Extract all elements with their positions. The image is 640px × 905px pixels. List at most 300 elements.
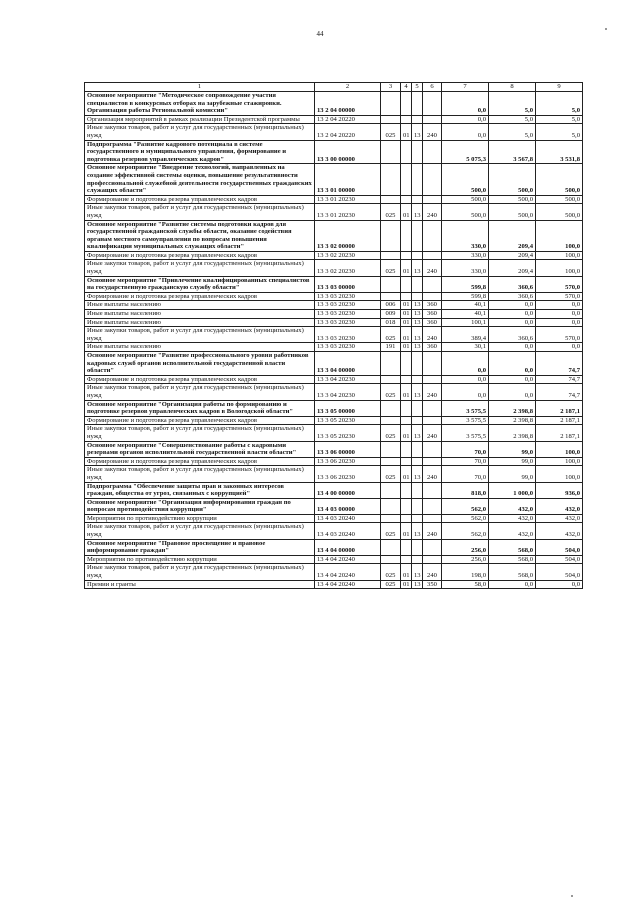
section-cell [401, 292, 412, 301]
department-cell [381, 292, 401, 301]
target-article-cell: 13 4 04 20240 [315, 555, 381, 564]
expense-type-cell: 350 [423, 580, 442, 589]
expense-type-cell: 240 [423, 425, 442, 441]
scan-dot [571, 895, 573, 897]
expense-type-cell [423, 352, 442, 376]
item-name-cell: Основное мероприятие "Совершенствование работы с кадровыми резервами органов исполнительной государственной власти области" [85, 441, 315, 457]
amount-col8-cell: 99,0 [489, 466, 536, 482]
item-name-cell: Основное мероприятие "Организация работы по формированию и подготовке резервов управленческих кадров в Вологодской области" [85, 400, 315, 416]
subsection-cell [412, 400, 423, 416]
amount-col9-cell: 500,0 [536, 204, 583, 220]
department-cell: 025 [381, 425, 401, 441]
target-article-cell: 13 3 06 00000 [315, 441, 381, 457]
amount-col9-cell: 100,0 [536, 441, 583, 457]
expense-type-cell [423, 441, 442, 457]
subsection-cell: 13 [412, 580, 423, 589]
subsection-cell: 13 [412, 260, 423, 276]
item-name-cell: Подпрограмма "Обеспечение защиты прав и законных интересов граждан, общества от угроз, связанных с коррупцией" [85, 482, 315, 498]
amount-col9-cell: 74,7 [536, 384, 583, 400]
amount-col7-cell: 58,0 [442, 580, 489, 589]
subsection-cell [412, 375, 423, 384]
section-cell [401, 457, 412, 466]
subsection-cell: 13 [412, 124, 423, 140]
header-cell-5: 5 [412, 83, 423, 92]
department-cell: 191 [381, 343, 401, 352]
amount-col9-cell: 100,0 [536, 220, 583, 251]
amount-col9-cell: 74,7 [536, 352, 583, 376]
target-article-cell: 13 3 06 20230 [315, 466, 381, 482]
amount-col7-cell: 818,0 [442, 482, 489, 498]
subsection-cell [412, 457, 423, 466]
table-row [85, 425, 583, 441]
amount-col8-cell: 99,0 [489, 457, 536, 466]
expense-type-cell [423, 400, 442, 416]
header-cell-9: 9 [536, 83, 583, 92]
amount-col7-cell: 330,0 [442, 251, 489, 260]
header-cell-2: 2 [315, 83, 381, 92]
amount-col7-cell: 330,0 [442, 260, 489, 276]
item-name-cell: Основное мероприятие "Привлечение квалифицированных специалистов на государственную гражданскую службу области" [85, 276, 315, 292]
section-cell: 01 [401, 124, 412, 140]
header-cell-8: 8 [489, 83, 536, 92]
amount-col8-cell: 432,0 [489, 523, 536, 539]
amount-col7-cell: 500,0 [442, 164, 489, 195]
subsection-cell: 13 [412, 318, 423, 327]
amount-col8-cell: 0,0 [489, 318, 536, 327]
header-cell-7: 7 [442, 83, 489, 92]
amount-col8-cell: 99,0 [489, 441, 536, 457]
amount-col8-cell: 360,6 [489, 276, 536, 292]
amount-col8-cell: 2 398,8 [489, 400, 536, 416]
section-cell [401, 140, 412, 164]
subsection-cell [412, 514, 423, 523]
item-name-cell: Формирование и подготовка резерва управленческих кадров [85, 292, 315, 301]
target-article-cell: 13 3 01 20230 [315, 195, 381, 204]
department-cell: 018 [381, 318, 401, 327]
subsection-cell [412, 482, 423, 498]
header-cell-4: 4 [401, 83, 412, 92]
header-cell-6: 6 [423, 83, 442, 92]
amount-col7-cell: 256,0 [442, 539, 489, 555]
amount-col7-cell: 256,0 [442, 555, 489, 564]
amount-col8-cell: 209,4 [489, 220, 536, 251]
section-cell: 01 [401, 564, 412, 580]
amount-col8-cell: 500,0 [489, 164, 536, 195]
item-name-cell: Формирование и подготовка резерва управленческих кадров [85, 457, 315, 466]
amount-col9-cell: 570,0 [536, 276, 583, 292]
budget-table [84, 82, 583, 589]
section-cell: 01 [401, 384, 412, 400]
expense-type-cell: 240 [423, 564, 442, 580]
department-cell [381, 539, 401, 555]
table-row [85, 564, 583, 580]
amount-col8-cell: 568,0 [489, 555, 536, 564]
amount-col7-cell: 562,0 [442, 498, 489, 514]
amount-col8-cell: 1 000,0 [489, 482, 536, 498]
expense-type-cell [423, 292, 442, 301]
amount-col7-cell: 599,8 [442, 292, 489, 301]
table-row [85, 251, 583, 260]
scan-dot [605, 28, 607, 30]
subsection-cell [412, 441, 423, 457]
expense-type-cell: 240 [423, 327, 442, 343]
department-cell [381, 115, 401, 124]
section-cell [401, 514, 412, 523]
department-cell [381, 220, 401, 251]
target-article-cell: 13 3 03 00000 [315, 276, 381, 292]
department-cell [381, 276, 401, 292]
department-cell [381, 482, 401, 498]
section-cell: 01 [401, 327, 412, 343]
expense-type-cell: 360 [423, 310, 442, 319]
section-cell [401, 375, 412, 384]
item-name-cell: Иные выплаты населению [85, 343, 315, 352]
table-row [85, 220, 583, 251]
item-name-cell: Иные закупки товаров, работ и услуг для государственных (муниципальных) нужд [85, 523, 315, 539]
amount-col9-cell: 5,0 [536, 92, 583, 116]
expense-type-cell [423, 514, 442, 523]
item-name-cell: Иные закупки товаров, работ и услуг для государственных (муниципальных) нужд [85, 260, 315, 276]
expense-type-cell [423, 416, 442, 425]
subsection-cell [412, 539, 423, 555]
amount-col7-cell: 500,0 [442, 195, 489, 204]
section-cell [401, 220, 412, 251]
item-name-cell: Формирование и подготовка резерва управленческих кадров [85, 375, 315, 384]
amount-col7-cell: 198,0 [442, 564, 489, 580]
expense-type-cell [423, 276, 442, 292]
amount-col9-cell: 100,0 [536, 251, 583, 260]
amount-col7-cell: 0,0 [442, 384, 489, 400]
amount-col8-cell: 5,0 [489, 124, 536, 140]
amount-col8-cell: 432,0 [489, 514, 536, 523]
amount-col9-cell: 100,0 [536, 457, 583, 466]
subsection-cell [412, 164, 423, 195]
item-name-cell: Иные закупки товаров, работ и услуг для государственных (муниципальных) нужд [85, 384, 315, 400]
table-row [85, 457, 583, 466]
target-article-cell: 13 3 03 20230 [315, 301, 381, 310]
table-row [85, 514, 583, 523]
amount-col9-cell: 74,7 [536, 375, 583, 384]
target-article-cell: 13 3 04 20230 [315, 384, 381, 400]
amount-col7-cell: 3 575,5 [442, 400, 489, 416]
section-cell: 01 [401, 260, 412, 276]
amount-col7-cell: 0,0 [442, 352, 489, 376]
amount-col9-cell: 2 187,1 [536, 425, 583, 441]
amount-col9-cell: 570,0 [536, 327, 583, 343]
department-cell [381, 140, 401, 164]
table-row [85, 466, 583, 482]
department-cell [381, 251, 401, 260]
subsection-cell: 13 [412, 327, 423, 343]
table-row [85, 195, 583, 204]
table-row [85, 92, 583, 116]
table-row [85, 276, 583, 292]
subsection-cell [412, 555, 423, 564]
target-article-cell: 13 3 01 20230 [315, 204, 381, 220]
amount-col8-cell: 0,0 [489, 352, 536, 376]
section-cell: 01 [401, 466, 412, 482]
item-name-cell: Формирование и подготовка резерва управленческих кадров [85, 416, 315, 425]
subsection-cell [412, 195, 423, 204]
amount-col7-cell: 3 575,5 [442, 416, 489, 425]
section-cell: 01 [401, 301, 412, 310]
target-article-cell: 13 3 01 00000 [315, 164, 381, 195]
expense-type-cell: 240 [423, 523, 442, 539]
subsection-cell: 13 [412, 310, 423, 319]
amount-col9-cell: 432,0 [536, 514, 583, 523]
table-row [85, 352, 583, 376]
subsection-cell [412, 416, 423, 425]
department-cell: 025 [381, 564, 401, 580]
amount-col8-cell: 3 567,8 [489, 140, 536, 164]
item-name-cell: Иные закупки товаров, работ и услуг для государственных (муниципальных) нужд [85, 466, 315, 482]
amount-col9-cell: 936,0 [536, 482, 583, 498]
amount-col7-cell: 562,0 [442, 523, 489, 539]
subsection-cell [412, 92, 423, 116]
table-row [85, 343, 583, 352]
section-cell [401, 498, 412, 514]
amount-col8-cell: 360,6 [489, 327, 536, 343]
item-name-cell: Мероприятия по противодействию коррупции [85, 555, 315, 564]
amount-col7-cell: 3 575,5 [442, 425, 489, 441]
department-cell: 025 [381, 204, 401, 220]
amount-col9-cell: 2 187,1 [536, 416, 583, 425]
item-name-cell: Основное мероприятие "Развитие профессионального уровня работников кадровых служб органов исполнительной государственной власти области" [85, 352, 315, 376]
amount-col7-cell: 0,0 [442, 124, 489, 140]
item-name-cell: Иные выплаты населению [85, 318, 315, 327]
subsection-cell [412, 498, 423, 514]
section-cell [401, 400, 412, 416]
subsection-cell [412, 251, 423, 260]
target-article-cell: 13 4 03 00000 [315, 498, 381, 514]
table-row [85, 482, 583, 498]
target-article-cell: 13 3 05 20230 [315, 416, 381, 425]
subsection-cell [412, 220, 423, 251]
target-article-cell: 13 3 04 00000 [315, 352, 381, 376]
table-row [85, 164, 583, 195]
target-article-cell: 13 4 03 20240 [315, 523, 381, 539]
amount-col8-cell: 5,0 [489, 115, 536, 124]
amount-col7-cell: 40,1 [442, 301, 489, 310]
subsection-cell [412, 352, 423, 376]
table-row [85, 115, 583, 124]
amount-col7-cell: 562,0 [442, 514, 489, 523]
table-row [85, 318, 583, 327]
expense-type-cell [423, 498, 442, 514]
amount-col8-cell: 2 398,8 [489, 416, 536, 425]
amount-col7-cell: 0,0 [442, 115, 489, 124]
department-cell [381, 92, 401, 116]
table-row [85, 140, 583, 164]
subsection-cell [412, 276, 423, 292]
target-article-cell: 13 3 03 20230 [315, 310, 381, 319]
amount-col8-cell: 0,0 [489, 301, 536, 310]
amount-col9-cell: 100,0 [536, 466, 583, 482]
target-article-cell: 13 2 04 20220 [315, 124, 381, 140]
target-article-cell: 13 3 03 20230 [315, 327, 381, 343]
section-cell: 01 [401, 310, 412, 319]
section-cell [401, 441, 412, 457]
amount-col7-cell: 389,4 [442, 327, 489, 343]
department-cell [381, 457, 401, 466]
item-name-cell: Мероприятия по противодействию коррупции [85, 514, 315, 523]
item-name-cell: Организация мероприятий в рамках реализации Президентской программы [85, 115, 315, 124]
section-cell [401, 164, 412, 195]
amount-col9-cell: 0,0 [536, 301, 583, 310]
section-cell [401, 92, 412, 116]
department-cell: 025 [381, 384, 401, 400]
amount-col9-cell: 432,0 [536, 523, 583, 539]
table-row [85, 260, 583, 276]
department-cell: 009 [381, 310, 401, 319]
amount-col9-cell: 100,0 [536, 260, 583, 276]
target-article-cell: 13 3 03 20230 [315, 343, 381, 352]
amount-col8-cell: 0,0 [489, 375, 536, 384]
item-name-cell: Основное мероприятие "Методическое сопровождение участия специалистов в конкурсных отборах на зарубежные стажировки. Организация работы Региональной комиссии" [85, 92, 315, 116]
item-name-cell: Основное мероприятие "Правовое просвещение и правовое информирование граждан" [85, 539, 315, 555]
section-cell [401, 251, 412, 260]
item-name-cell: Основное мероприятие "Развитие системы подготовки кадров для государственной гражданской службы области, оказание содействия органам местного самоуправления по вопросам повышения квалификации муниципальных служащих области" [85, 220, 315, 251]
subsection-cell: 13 [412, 343, 423, 352]
department-cell [381, 164, 401, 195]
table-row [85, 124, 583, 140]
target-article-cell: 13 3 02 00000 [315, 220, 381, 251]
amount-col9-cell: 504,0 [536, 564, 583, 580]
section-cell [401, 482, 412, 498]
target-article-cell: 13 2 04 20220 [315, 115, 381, 124]
amount-col7-cell: 599,8 [442, 276, 489, 292]
target-article-cell: 13 3 03 20230 [315, 318, 381, 327]
section-cell: 01 [401, 204, 412, 220]
table-row [85, 400, 583, 416]
target-article-cell: 13 3 03 20230 [315, 292, 381, 301]
amount-col9-cell: 0,0 [536, 580, 583, 589]
target-article-cell: 13 3 05 20230 [315, 425, 381, 441]
item-name-cell: Основное мероприятие "Организация информирования граждан по вопросам противодействия коррупции" [85, 498, 315, 514]
expense-type-cell: 240 [423, 204, 442, 220]
section-cell: 01 [401, 523, 412, 539]
amount-col7-cell: 0,0 [442, 375, 489, 384]
target-article-cell: 13 4 00 00000 [315, 482, 381, 498]
amount-col9-cell: 500,0 [536, 164, 583, 195]
amount-col7-cell: 100,1 [442, 318, 489, 327]
amount-col7-cell: 330,0 [442, 220, 489, 251]
subsection-cell: 13 [412, 466, 423, 482]
amount-col8-cell: 360,6 [489, 292, 536, 301]
department-cell: 025 [381, 260, 401, 276]
page-number: 44 [316, 30, 324, 38]
amount-col9-cell: 570,0 [536, 292, 583, 301]
amount-col7-cell: 0,0 [442, 92, 489, 116]
department-cell [381, 400, 401, 416]
target-article-cell: 13 3 04 20230 [315, 375, 381, 384]
table-row [85, 204, 583, 220]
table-row [85, 441, 583, 457]
expense-type-cell [423, 539, 442, 555]
department-cell [381, 555, 401, 564]
expense-type-cell [423, 457, 442, 466]
amount-col7-cell: 70,0 [442, 441, 489, 457]
subsection-cell [412, 115, 423, 124]
subsection-cell: 13 [412, 384, 423, 400]
amount-col8-cell: 500,0 [489, 204, 536, 220]
amount-col9-cell: 432,0 [536, 498, 583, 514]
section-cell [401, 276, 412, 292]
header-cell-3: 3 [381, 83, 401, 92]
table-row [85, 580, 583, 589]
amount-col9-cell: 5,0 [536, 124, 583, 140]
section-cell [401, 555, 412, 564]
subsection-cell: 13 [412, 523, 423, 539]
department-cell [381, 375, 401, 384]
table-row [85, 384, 583, 400]
expense-type-cell: 240 [423, 384, 442, 400]
section-cell [401, 539, 412, 555]
table-row [85, 292, 583, 301]
subsection-cell: 13 [412, 564, 423, 580]
subsection-cell: 13 [412, 301, 423, 310]
table-row [85, 301, 583, 310]
table-row [85, 539, 583, 555]
amount-col7-cell: 70,0 [442, 457, 489, 466]
amount-col8-cell: 2 398,8 [489, 425, 536, 441]
target-article-cell: 13 4 04 00000 [315, 539, 381, 555]
table-row [85, 498, 583, 514]
item-name-cell: Иные выплаты населению [85, 310, 315, 319]
amount-col8-cell: 209,4 [489, 260, 536, 276]
amount-col8-cell: 209,4 [489, 251, 536, 260]
expense-type-cell [423, 140, 442, 164]
section-cell [401, 195, 412, 204]
item-name-cell: Иные закупки товаров, работ и услуг для государственных (муниципальных) нужд [85, 425, 315, 441]
department-cell [381, 441, 401, 457]
department-cell [381, 195, 401, 204]
expense-type-cell [423, 555, 442, 564]
section-cell [401, 352, 412, 376]
item-name-cell: Формирование и подготовка резерва управленческих кадров [85, 251, 315, 260]
expense-type-cell [423, 251, 442, 260]
header-row [85, 83, 583, 92]
target-article-cell: 13 3 05 00000 [315, 400, 381, 416]
table-row [85, 327, 583, 343]
expense-type-cell [423, 375, 442, 384]
target-article-cell: 13 3 06 20230 [315, 457, 381, 466]
amount-col8-cell: 500,0 [489, 195, 536, 204]
amount-col9-cell: 5,0 [536, 115, 583, 124]
amount-col9-cell: 500,0 [536, 195, 583, 204]
expense-type-cell: 240 [423, 466, 442, 482]
amount-col7-cell: 30,1 [442, 343, 489, 352]
amount-col9-cell: 504,0 [536, 555, 583, 564]
table-row [85, 523, 583, 539]
expense-type-cell: 240 [423, 260, 442, 276]
subsection-cell [412, 292, 423, 301]
target-article-cell: 13 3 00 00000 [315, 140, 381, 164]
department-cell: 025 [381, 327, 401, 343]
header-cell-1: 1 [85, 83, 315, 92]
subsection-cell [412, 140, 423, 164]
amount-col8-cell: 0,0 [489, 580, 536, 589]
target-article-cell: 13 2 04 00000 [315, 92, 381, 116]
section-cell [401, 115, 412, 124]
item-name-cell: Формирование и подготовка резерва управленческих кадров [85, 195, 315, 204]
amount-col7-cell: 70,0 [442, 466, 489, 482]
item-name-cell: Подпрограмма "Развитие кадрового потенциала в системе государственного и муниципального управления, формирование и подготовка резервов управленческих кадров" [85, 140, 315, 164]
expense-type-cell [423, 195, 442, 204]
expense-type-cell [423, 92, 442, 116]
expense-type-cell: 240 [423, 124, 442, 140]
amount-col7-cell: 40,1 [442, 310, 489, 319]
